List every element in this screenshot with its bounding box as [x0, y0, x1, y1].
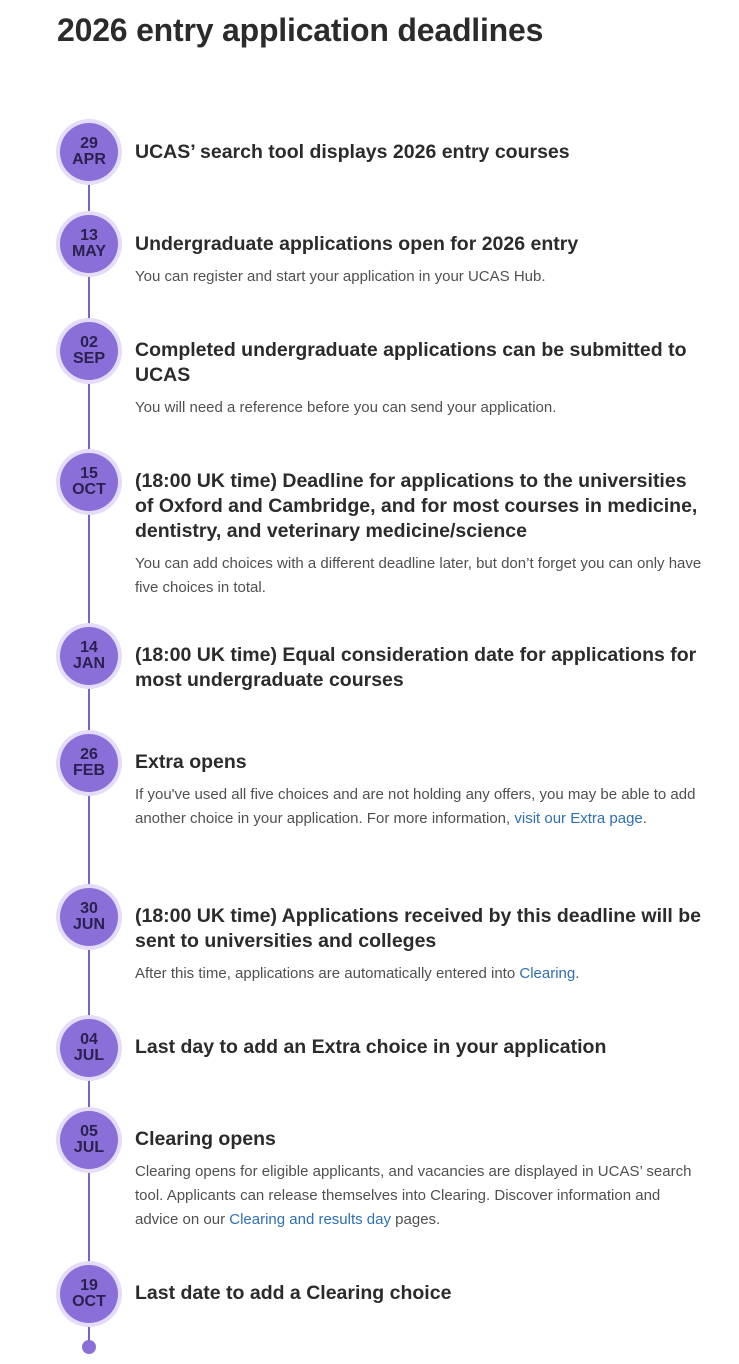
event-description: You will need a reference before you can send your application.	[135, 399, 557, 416]
description-text: After this time, applications are automatically entered into	[135, 965, 520, 982]
date-badge	[60, 888, 118, 946]
event-body	[135, 1127, 705, 1232]
event-body	[135, 469, 705, 600]
event-title: Last day to add an Extra choice in your application	[135, 1036, 607, 1058]
event-description	[135, 962, 705, 986]
description-text: Clearing opens for eligible applicants, and vacancies are displayed in UCAS’ search tool. Applicants can release themselves into Clearing. Discover information and advice on our	[135, 1163, 692, 1228]
date-day: 29	[80, 135, 98, 152]
event-body	[135, 140, 705, 165]
date-month: OCT	[72, 481, 106, 498]
description-text-end: .	[642, 810, 647, 827]
date-badge	[60, 1019, 118, 1077]
date-month: SEP	[72, 350, 105, 367]
event-body	[135, 904, 705, 986]
page-title: 2026 entry application deadlines	[57, 12, 544, 48]
event-body	[135, 1281, 705, 1306]
date-day: 14	[80, 639, 98, 656]
description-text-end: pages.	[391, 1211, 441, 1228]
date-badge	[60, 215, 118, 273]
date-badge	[60, 123, 118, 181]
event-description: You can register and start your application in your UCAS Hub.	[135, 268, 546, 285]
event-description	[135, 783, 705, 831]
event-title: Completed undergraduate applications can be submitted to UCAS	[135, 339, 687, 386]
date-month: JUN	[72, 916, 105, 933]
date-day: 02	[80, 334, 98, 351]
event-title: (18:00 UK time) Equal consideration date for applications for most undergraduate courses	[135, 644, 697, 691]
description-text-end: .	[575, 965, 580, 982]
date-badge	[60, 734, 118, 792]
date-month: JUL	[73, 1047, 105, 1064]
date-day: 05	[80, 1123, 98, 1140]
event-body	[135, 338, 705, 420]
event-description: You can add choices with a different deadline later, but don’t forget you can only have five choices in total.	[135, 555, 702, 596]
date-month: JUL	[73, 1139, 105, 1156]
event-title: (18:00 UK time) Deadline for applications to the universities of Oxford and Cambridge, and for most courses in medicine, dentistry, and veterinary medicine/science	[135, 470, 698, 542]
visit-extra-page-link[interactable]: visit our Extra page	[514, 810, 643, 827]
clearing-results-day-link[interactable]: Clearing and results day	[229, 1211, 391, 1228]
event-title: Extra opens	[135, 751, 247, 773]
event-title: UCAS’ search tool displays 2026 entry courses	[135, 141, 570, 163]
event-body	[135, 643, 705, 693]
date-month: FEB	[73, 762, 105, 779]
date-badge	[60, 322, 118, 380]
timeline-end-dot	[82, 1340, 96, 1354]
date-day: 19	[80, 1277, 98, 1294]
clearing-link[interactable]: Clearing	[519, 965, 576, 982]
event-title: Undergraduate applications open for 2026 entry	[135, 233, 579, 255]
date-month: MAY	[71, 243, 107, 260]
event-description	[135, 1160, 705, 1232]
date-month: JAN	[72, 655, 105, 672]
event-body	[135, 750, 705, 831]
event-title: Last date to add a Clearing choice	[135, 1282, 452, 1304]
date-day: 13	[80, 227, 98, 244]
date-day: 30	[80, 900, 98, 917]
event-title: Clearing opens	[135, 1128, 276, 1150]
date-badge	[60, 453, 118, 511]
event-title: (18:00 UK time) Applications received by this deadline will be sent to universities and colleges	[135, 905, 702, 952]
event-body	[135, 1035, 705, 1060]
date-badge	[60, 627, 118, 685]
date-month: APR	[72, 151, 106, 168]
date-day: 15	[80, 465, 98, 482]
date-badge	[60, 1111, 118, 1169]
date-day: 26	[80, 746, 98, 763]
description-text: If you've used all five choices and are not holding any offers, you may be able to add another choice in your application. For more information,	[135, 786, 696, 827]
date-day: 04	[80, 1031, 98, 1048]
event-body	[135, 232, 705, 289]
date-badge	[60, 1265, 118, 1323]
date-month: OCT	[72, 1293, 106, 1310]
